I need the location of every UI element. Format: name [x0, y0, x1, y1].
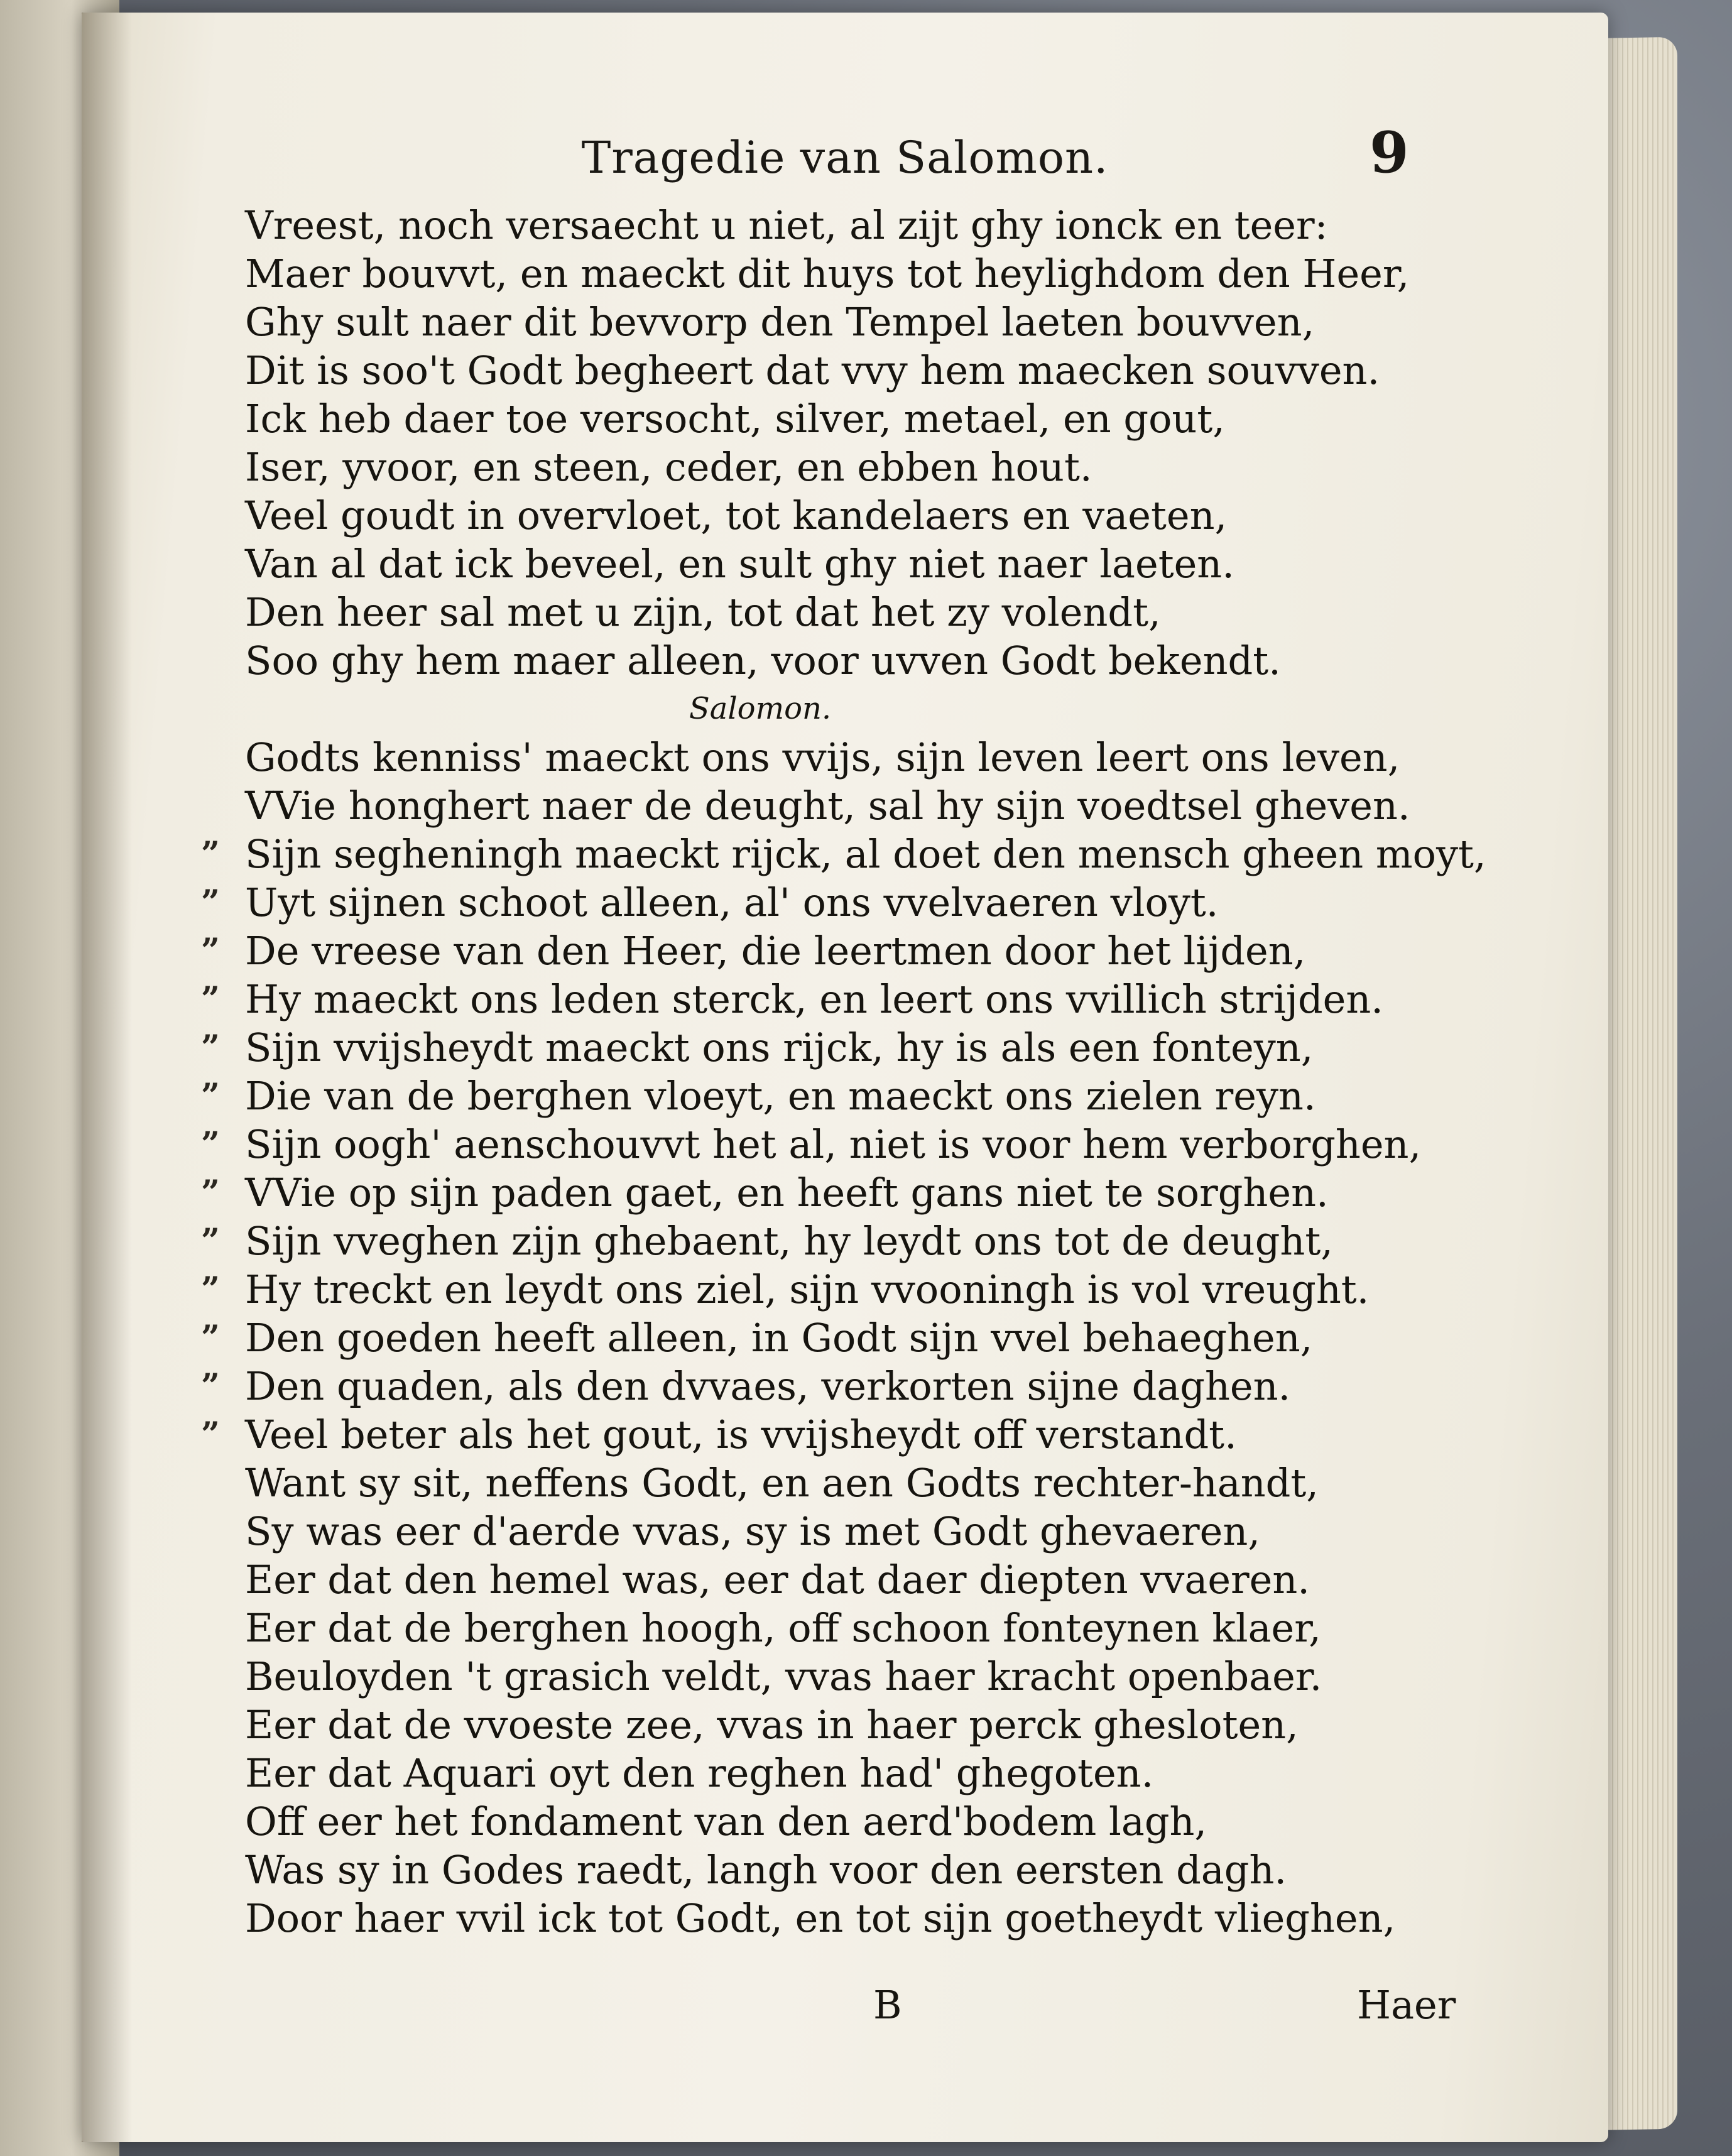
verse-text: Iser, yvoor, en steen, ceder, en ebben hout. — [245, 444, 1092, 490]
verse-line — [163, 249, 1483, 298]
verse-text: Door haer vvil ick tot Godt, en tot sijn goetheydt vlieghen, — [245, 1895, 1396, 1941]
verse-line — [163, 1120, 1483, 1168]
running-title: Tragedie van Salomon. — [581, 132, 1109, 183]
verse-text: Veel beter als het gout, is vvijsheydt off verstandt. — [245, 1412, 1237, 1457]
verse-text: De vreese van den Heer, die leertmen door het lijden, — [245, 928, 1306, 974]
verse-text: Eer dat de berghen hoogh, off schoon fonteynen klaer, — [245, 1605, 1321, 1651]
verse-line — [163, 443, 1483, 491]
verse-line — [163, 201, 1483, 249]
verse-text: Sijn segheningh maeckt rijck, al doet den mensch gheen moyt, — [245, 831, 1486, 877]
verse-line — [163, 1555, 1483, 1604]
verse-line — [163, 1265, 1483, 1314]
sententia-marker: ” — [201, 1077, 220, 1115]
verse-text: Die van de berghen vloeyt, en maeckt ons zielen reyn. — [245, 1073, 1316, 1119]
verse-line — [163, 395, 1483, 443]
verse-line — [163, 491, 1483, 540]
verse-line — [163, 298, 1483, 346]
verse-text: Eer dat de vvoeste zee, vvas in haer perck ghesloten, — [245, 1702, 1299, 1748]
sententia-marker: ” — [201, 1222, 220, 1260]
page-footer — [82, 1982, 1608, 2032]
verse-text: Den goeden heeft alleen, in Godt sijn vvel behaeghen, — [245, 1315, 1313, 1361]
verse-text: Den heer sal met u zijn, tot dat het zy volendt, — [245, 589, 1161, 635]
speaker-name: Salomon. — [689, 691, 832, 726]
verse-line — [163, 781, 1483, 830]
verse-line — [163, 1459, 1483, 1507]
verse-text: Sijn oogh' aenschouvvt het al, niet is voor hem verborghen, — [245, 1121, 1422, 1167]
verse-text-block — [163, 201, 1486, 1942]
signature-mark: B — [873, 1982, 902, 2028]
verse-line — [163, 1652, 1483, 1701]
verse-text: Hy treckt en leydt ons ziel, sijn vvooningh is vol vreught. — [245, 1266, 1370, 1312]
verse-line — [163, 1701, 1483, 1749]
page-number: 9 — [1370, 119, 1409, 186]
verse-text: Ghy sult naer dit bevvorp den Tempel laeten bouvven, — [245, 299, 1315, 345]
verse-line — [163, 1507, 1483, 1555]
sententia-marker: ” — [201, 883, 220, 922]
speaker-heading — [163, 685, 1357, 733]
sententia-marker: ” — [201, 835, 220, 873]
verse-text: Eer dat Aquari oyt den reghen had' ghegoten. — [245, 1750, 1154, 1796]
sententia-marker: ” — [201, 980, 220, 1018]
verse-line — [163, 540, 1483, 588]
sententia-marker: ” — [201, 932, 220, 970]
verse-text: Uyt sijnen schoot alleen, al' ons vvelvaeren vloyt. — [245, 879, 1219, 925]
verse-text: VVie op sijn paden gaet, en heeft gans niet te sorghen. — [245, 1170, 1329, 1216]
verse-line — [163, 588, 1483, 636]
verse-line — [163, 1749, 1483, 1797]
verse-line — [163, 346, 1483, 395]
verse-line — [163, 1314, 1483, 1362]
verse-text: Sy was eer d'aerde vvas, sy is met Godt ghevaeren, — [245, 1508, 1260, 1554]
verse-line — [163, 1362, 1483, 1410]
gutter-shadow — [82, 13, 132, 2142]
sententia-marker: ” — [201, 1270, 220, 1309]
verse-text: Off eer het fondament van den aerd'bodem lagh, — [245, 1799, 1207, 1844]
verse-text: Want sy sit, neffens Godt, en aen Godts rechter-handt, — [245, 1460, 1319, 1506]
verse-line — [163, 1023, 1483, 1072]
verse-text: Dit is soo't Godt begheert dat vvy hem maecken souvven. — [245, 347, 1380, 393]
verse-line — [163, 1072, 1483, 1120]
verse-line — [163, 927, 1483, 975]
verse-text: Sijn vvijsheydt maeckt ons rijck, hy is als een fonteyn, — [245, 1025, 1314, 1070]
verse-text: Beuloyden 't grasich veldt, vvas haer kracht openbaer. — [245, 1653, 1322, 1699]
verse-text: Godts kenniss' maeckt ons vvijs, sijn leven leert ons leven, — [245, 734, 1400, 780]
verse-text: Maer bouvvt, en maeckt dit huys tot heylighdom den Heer, — [245, 251, 1410, 297]
verse-text: Was sy in Godes raedt, langh voor den eersten dagh. — [245, 1847, 1287, 1893]
verse-text: Hy maeckt ons leden sterck, en leert ons vvillich strijden. — [245, 976, 1384, 1022]
verse-text: Soo ghy hem maer alleen, voor uvven Godt bekendt. — [245, 638, 1281, 683]
sententia-marker: ” — [201, 1173, 220, 1212]
verse-text: Sijn vveghen zijn ghebaent, hy leydt ons tot de deught, — [245, 1218, 1333, 1264]
verse-line — [163, 1846, 1483, 1894]
verse-text: Van al dat ick beveel, en sult ghy niet naer laeten. — [245, 541, 1234, 587]
verse-line — [163, 733, 1483, 781]
verse-line — [163, 830, 1486, 878]
verse-line — [163, 1410, 1483, 1459]
verse-line — [163, 975, 1483, 1023]
sententia-marker: ” — [201, 1028, 220, 1067]
sententia-marker: ” — [201, 1125, 220, 1163]
verse-line — [163, 878, 1483, 927]
sententia-marker: ” — [201, 1319, 220, 1357]
verse-text: Veel goudt in overvloet, tot kandelaers en vaeten, — [245, 493, 1228, 538]
verse-line — [163, 1894, 1483, 1942]
verse-text: Ick heb daer toe versocht, silver, metael, en gout, — [245, 396, 1225, 442]
verse-line — [163, 1217, 1483, 1265]
verse-line — [163, 1797, 1483, 1846]
verse-line — [163, 1168, 1483, 1217]
verse-text: Vreest, noch versaecht u niet, al zijt ghy ionck en teer: — [245, 202, 1328, 248]
verse-line — [163, 1604, 1483, 1652]
verse-text: Eer dat den hemel was, eer dat daer diepten vvaeren. — [245, 1557, 1310, 1603]
verse-text: Den quaden, als den dvvaes, verkorten sijne daghen. — [245, 1363, 1291, 1409]
book-page — [82, 13, 1608, 2142]
sententia-marker: ” — [201, 1367, 220, 1405]
catchword: Haer — [1357, 1982, 1456, 2028]
verse-text: VVie honghert naer de deught, sal hy sijn voedtsel gheven. — [245, 783, 1410, 829]
sententia-marker: ” — [201, 1415, 220, 1454]
verse-line — [163, 636, 1483, 685]
